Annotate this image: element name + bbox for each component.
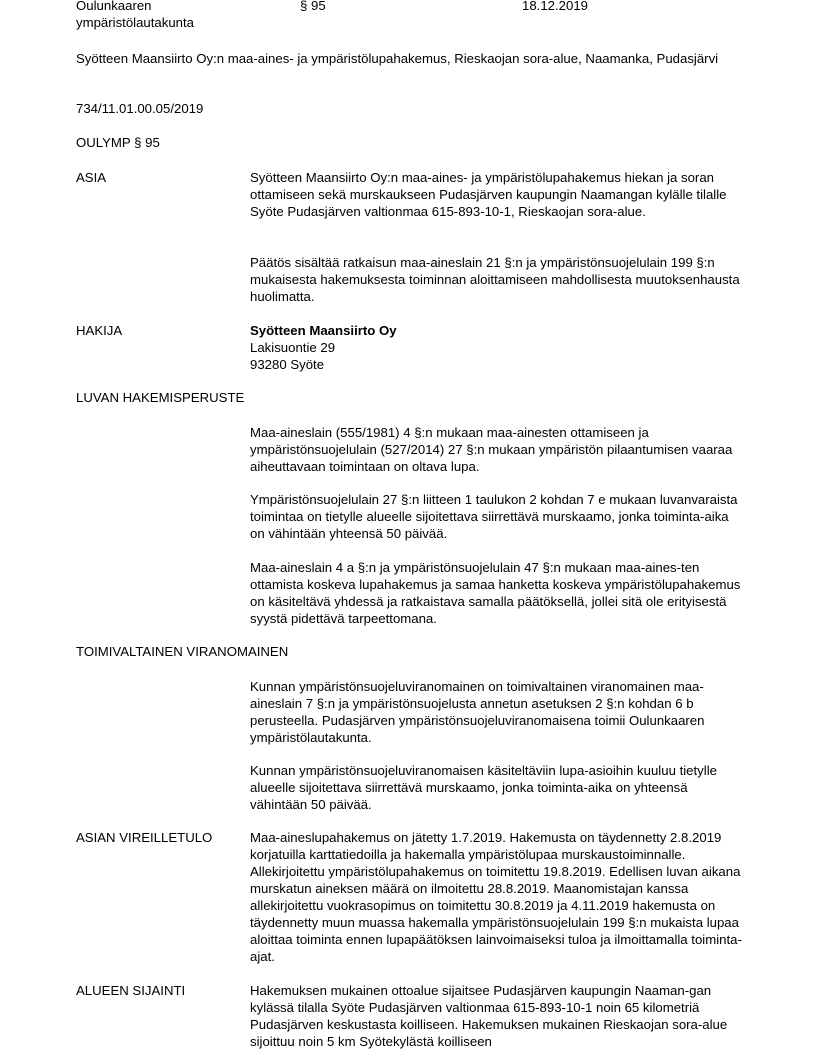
diary-number: 734/11.01.00.05/2019 bbox=[76, 101, 204, 116]
document-title: Syötteen Maansiirto Oy:n maa-aines- ja ympäristölupahakemus, Rieskaojan sora-alue, Naamanka, Pudasjärvi bbox=[76, 51, 719, 66]
toimivaltainen-paragraph-2: Kunnan ympäristönsuojeluviranomaisen käsiteltäviin lupa-asioihin kuuluu tietylle alueelle sijoitettava siirrettävä murskaamo, jonka toiminta-aika on yhteensä vähintään 50 päivää. bbox=[250, 763, 717, 812]
applicant-street: Lakisuontie 29 bbox=[250, 340, 336, 355]
sijainti-paragraph: Hakemuksen mukainen ottoalue sijaitsee Pudasjärven kaupungin Naaman-gan kylässä tilalla Syöte Pudasjärven valtionmaa 615-893-10-1 noin 65 kilometriä Pudasjärven keskustasta koilliseen. Hakemuksen mukainen Rieskaojan sora-alue sijoittuu noin 5 km Syötekylästä koilliseen bbox=[250, 983, 728, 1049]
luvan-paragraph-3: Maa-aineslain 4 a §:n ja ympäristönsuojelulain 47 §:n mukaan maa-aines-ten ottamista koskeva lupahakemus ja samaa hanketta koskeva ympäristölupahakemus on käsiteltävä yhdessä ja ratkaistava samalla päätöksellä, jollei sitä ole erityisestä syystä pidettävä tarpeettomana. bbox=[250, 560, 741, 626]
applicant-postal: 93280 Syöte bbox=[250, 357, 325, 372]
applicant-address bbox=[250, 322, 746, 373]
sijainti-label: ALUEEN SIJAINTI bbox=[76, 983, 186, 998]
organization-name: Oulunkaaren ympäristölautakunta bbox=[76, 0, 195, 30]
hakija-label: HAKIJA bbox=[76, 323, 123, 338]
asia-paragraph-1: Syötteen Maansiirto Oy:n maa-aines- ja ympäristölupahakemus hiekan ja soran ottamiseen sekä murskaukseen Pudasjärven kaupungin Naamangan kylälle tilalle Syöte Pudasjärven valtionmaa 615-893-10-1, Rieskaojan sora-alue. bbox=[250, 170, 727, 219]
section-number: § 95 bbox=[300, 0, 326, 13]
luvan-hakemisperuste-heading: LUVAN HAKEMISPERUSTE bbox=[76, 390, 245, 405]
asia-paragraph-2: Päätös sisältää ratkaisun maa-aineslain 21 §:n ja ympäristönsuojelulain 199 §:n mukaisesta hakemuksesta toiminnan aloittamiseen mahdollisesta muutoksenhausta huolimatta. bbox=[250, 255, 740, 304]
applicant-name: Syötteen Maansiirto Oy bbox=[250, 323, 397, 338]
luvan-paragraph-1: Maa-aineslain (555/1981) 4 §:n mukaan maa-ainesten ottamiseen ja ympäristönsuojelulain (527/2014) 27 §:n mukaan ympäristön pilaantumisen vaaraa aiheuttavaan toimintaan on oltava lupa. bbox=[250, 425, 733, 474]
section-reference: OULYMP § 95 bbox=[76, 135, 160, 150]
luvan-paragraph-2: Ympäristönsuojelulain 27 §:n liitteen 1 taulukon 2 kohdan 7 e mukaan luvanvaraista toimintaa on tietylle alueelle sijoitettava siirrettävä murskaamo, jonka toiminta-aika on vähintään yhteensä 50 päivää. bbox=[250, 492, 738, 541]
toimivaltainen-paragraph-1: Kunnan ympäristönsuojeluviranomainen on toimivaltainen viranomainen maa-aineslain 7 §:n ja ympäristönsuojelusta annetun asetuksen 2 §:n kohdan 6 b perusteella. Pudasjärven ympäristönsuojeluviranomaisena toimii Oulunkaaren ympäristölautakunta. bbox=[250, 679, 705, 745]
asia-label: ASIA bbox=[76, 170, 107, 185]
vireilletulo-paragraph: Maa-aineslupahakemus on jätetty 1.7.2019. Hakemusta on täydennetty 2.8.2019 korjatuilla karttatiedoilla ja hakemalla ympäristölupaa murskaustoiminnalle. Allekirjoitettu ympäristölupahakemus on toimitettu 19.8.2019. Edellisen luvan aikana murskatun aineksen määrä on ilmoitettu 28.8.2019. Maanomistajan kanssa allekirjoitettu vuokrasopimus on toimitettu 30.8.2019 ja 4.11.2019 hakemusta on täydennetty muun muassa hakemalla ympäristönsuojelulain 199 §:n mukaista lupaa aloittaa toiminta ennen lupapäätöksen lainvoimaiseksi tuloa ja ilmoittamalla toiminta-ajat. bbox=[250, 830, 742, 964]
toimivaltainen-heading: TOIMIVALTAINEN VIRANOMAINEN bbox=[76, 644, 289, 659]
meeting-date: 18.12.2019 bbox=[522, 0, 589, 13]
vireilletulo-label: ASIAN VIREILLETULO bbox=[76, 830, 213, 845]
